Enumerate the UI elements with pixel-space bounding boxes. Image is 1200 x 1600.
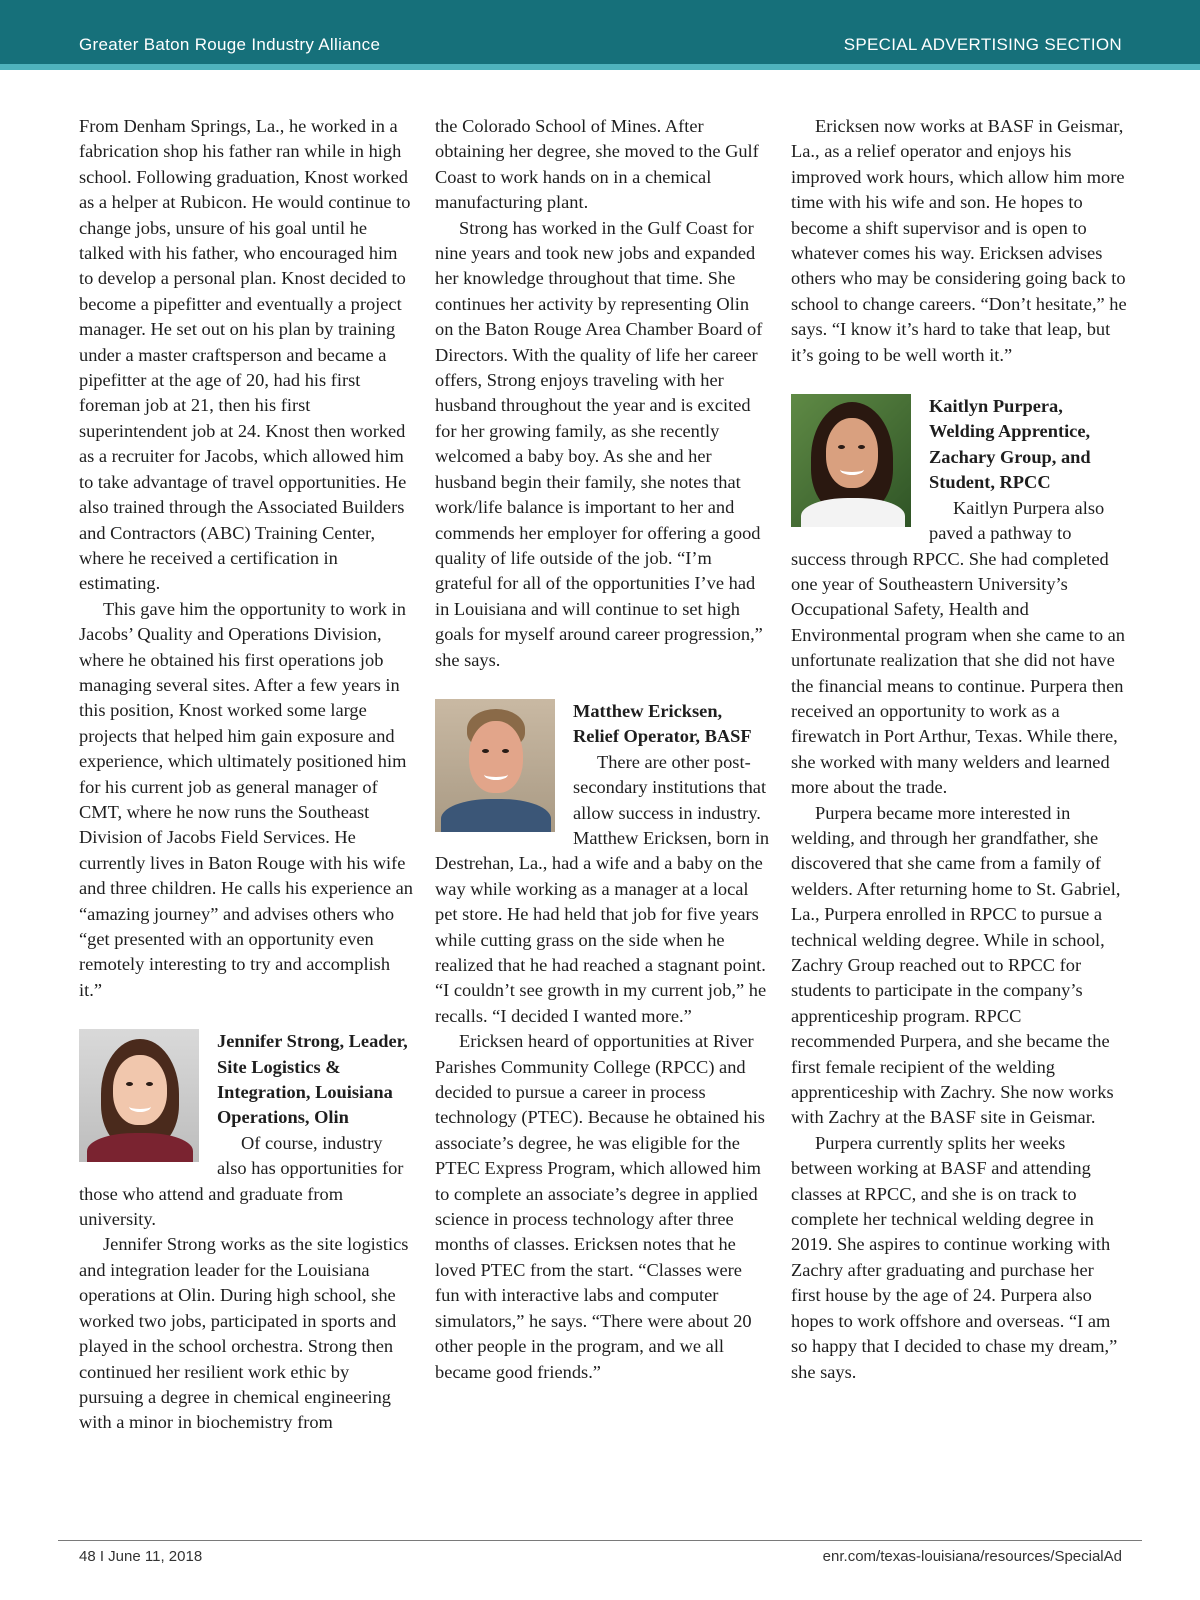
column-1 [79,114,415,1436]
profile-name: Jennifer Strong, Leader, Site Logistics & Integration, Louisiana Operations, Olin [217,1031,408,1128]
paragraph: Kaitlyn Purpera also paved a pathway to success through RPCC. She had completed one year of Southeastern University’s Occupational Safety, Health and Environmental program when she came to an unfortunate realization that she did not have the financial means to continue. Purpera then received an opportunity to work as a firewatch in Port Arthur, Texas. While there, she worked with many welders and learned more about the trade. [791,497,1125,798]
profile-jennifer-strong [79,1029,415,1232]
footer-rule [58,1540,1142,1541]
paragraph: Jennifer Strong works as the site logistics and integration leader for the Louisiana operations at Olin. During high school, she worked two jobs, participated in sports and played in the school orchestra. Strong then continued her resilient work ethic by pursuing a degree in chemical engineering with a minor in biochemistry from [79,1234,409,1433]
header-band [0,0,1200,64]
header-stripe [0,64,1200,70]
portrait-photo-kaitlyn-purpera [791,394,911,527]
section-label: SPECIAL ADVERTISING SECTION [843,35,1122,54]
paragraph: Strong has worked in the Gulf Coast for nine years and took new jobs and expanded her knowledge throughout that time. She continues her activity by representing Olin on the Baton Rouge Area Chamber Board of Directors. With the quality of life her career offers, Strong enjoys traveling with her husband throughout the year and is excited for her growing family, as she recently welcomed a baby boy. As she and her husband begin their family, she notes that work/life balance is important to her and commends her employer for offering a good quality of life outside of the job. “I’m grateful for all of the opportunities I’ve had in Louisiana and will continue to set high goals for myself around career progression,” she says. [435,217,763,670]
footer-url: enr.com/texas-louisiana/resources/SpecialAd [822,1548,1122,1565]
publication-title: Greater Baton Rouge Industry Alliance [79,35,381,54]
paragraph: the Colorado School of Mines. After obtaining her degree, she moved to the Gulf Coast to work hands on in a chemical manufacturing plant. [435,116,759,213]
paragraph: This gave him the opportunity to work in Jacobs’ Quality and Operations Division, where he obtained his first operations job managing several sites. After a few years in this position, Knost worked some large projects that helped him gain exposure and experience, which ultimately positioned him for his current job as general manager of CMT, where he now runs the Southeast Division of Jacobs Field Services. He currently lives in Baton Rouge with his wife and three children. He calls his experience an “amazing journey” and advises others who “get presented with an opportunity even remotely interesting to try and accomplish it.” [79,598,413,1000]
column-2 [435,114,771,1385]
paragraph: From Denham Springs, La., he worked in a fabrication shop his father ran while in high school. Following graduation, Knost worked as a helper at Rubicon. He would continue to change jobs, unsure of his goal until he talked with his father, who encouraged him to develop a personal plan. Knost decided to become a pipefitter and eventually a project manager. He set out on his plan by training under a master craftsperson and became a pipefitter at the age of 20, had his first foreman job at 21, then his first superintendent job at 24. Knost then worked as a recruiter for Jacobs, which allowed him to take advantage of travel opportunities. He also trained through the Associated Builders and Contractors (ABC) Training Center, where he received a certification in estimating. [79,116,411,594]
profile-name: Kaitlyn Purpera, Welding Apprentice, Zachary Group, and Student, RPCC [929,396,1091,493]
column-3 [791,114,1127,1385]
portrait-photo-jennifer-strong [79,1029,199,1162]
paragraph: Of course, industry also has opportunities for those who attend and graduate from university. [79,1132,404,1230]
paragraph: There are other post-secondary institutions that allow success in industry. Matthew Ericksen, born in Destrehan, La., had a wife and a baby on the way while working as a manager at a local pet store. He had held that job for five years while cutting grass on the side when he realized that he had reached a stagnant point. “I couldn’t see growth in my current job,” he recalls. “I decided I wanted more.” [435,751,770,1026]
profile-kaitlyn-purpera [791,394,1127,801]
profile-matthew-ericksen [435,699,771,1029]
paragraph: Ericksen now works at BASF in Geismar, La., as a relief operator and enjoys his improved work hours, which allow him more time with his wife and son. He hopes to become a shift supervisor and is open to whatever comes his way. Ericksen advises others who may be considering going back to school to change careers. “Don’t hesitate,” he says. “I know it’s hard to take that leap, but it’s going to be well worth it.” [791,116,1127,365]
profile-name: Matthew Ericksen, Relief Operator, BASF [573,700,752,747]
paragraph: Ericksen heard of opportunities at River Parishes Community College (RPCC) and decided to pursue a career in process technology (PTEC). Because he obtained his associate’s degree, he was eligible for the PTEC Express Program, which allowed him to complete an associate’s degree in applied science in process technology after three months of classes. Ericksen notes that he loved PTEC from the start. “Classes were fun with interactive labs and computer simulators,” he says. “There were about 20 other people in the program, and we all became good friends.” [435,1031,765,1382]
paragraph: Purpera became more interested in welding, and through her grandfather, she discovered that she came from a family of welders. After returning home to St. Gabriel, La., Purpera enrolled in RPCC to pursue a technical welding degree. While in school, Zachry Group reached out to RPCC for students to participate in the company’s apprenticeship program. RPCC recommended Purpera, and she became the first female recipient of the welding apprenticeship with Zachry. She now works with Zachry at the BASF site in Geismar. [791,802,1121,1128]
portrait-photo-matthew-ericksen [435,699,555,832]
page-number-date: 48 I June 11, 2018 [79,1548,203,1565]
paragraph: Purpera currently splits her weeks between working at BASF and attending classes at RPCC, and she is on track to complete her technical welding degree in 2019. She aspires to continue working with Zachry after graduating and purchase her first house by the age of 24. Purpera also hopes to work offshore and overseas. “I am so happy that I decided to chase my dream,” she says. [791,1132,1118,1382]
